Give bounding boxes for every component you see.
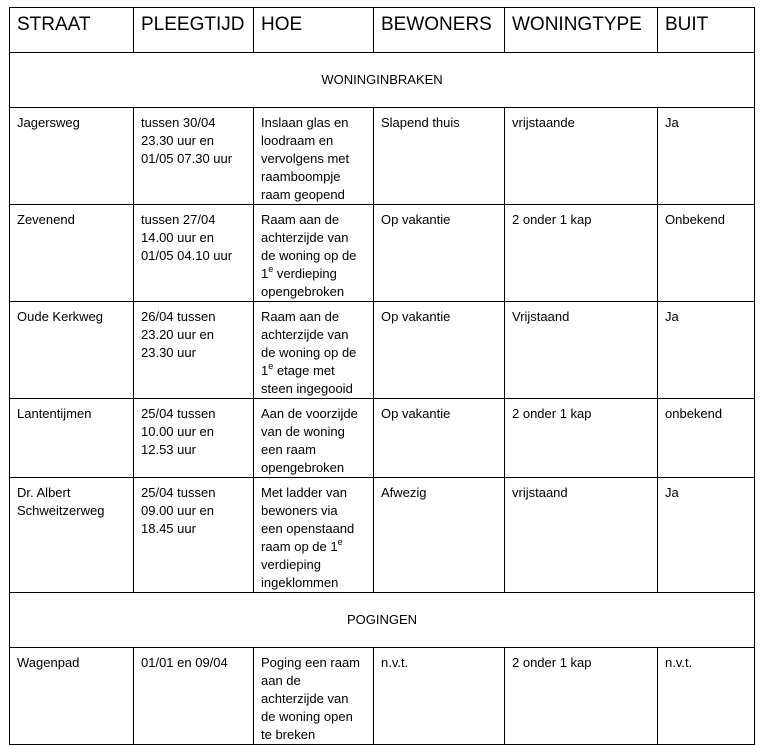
cell-line: Aan de voorzijde bbox=[261, 406, 358, 421]
table-row bbox=[10, 302, 755, 399]
cell-line: Zevenend bbox=[17, 212, 75, 227]
cell-line: achterzijde van bbox=[261, 230, 349, 245]
cell-woningtype: 2 onder 1 kap bbox=[505, 399, 658, 478]
cell-line: 23.30 uur en bbox=[141, 133, 215, 148]
cell-line-superscript bbox=[261, 362, 366, 380]
cell-bewoners: Op vakantie bbox=[374, 205, 505, 302]
cell-line: Poging een raam bbox=[261, 655, 361, 670]
cell-straat bbox=[10, 108, 134, 205]
cell-line: bewoners via bbox=[261, 503, 338, 518]
cell-line: 14.00 uur en bbox=[141, 230, 215, 245]
cell-line: Lantentijmen bbox=[17, 406, 92, 421]
header-row bbox=[10, 8, 755, 53]
cell-line: raam geopend bbox=[261, 187, 345, 202]
cell-line: 09.00 uur en bbox=[141, 503, 215, 518]
header-woningtype: WONINGTYPE bbox=[505, 8, 658, 53]
ordinal-tail: verdieping bbox=[273, 266, 337, 281]
header-pleegtijd: PLEEGTIJD bbox=[134, 8, 254, 53]
cell-line: van de woning bbox=[261, 424, 345, 439]
ordinal-number: 1 bbox=[261, 363, 269, 378]
cell-line: de woning op de bbox=[261, 345, 357, 360]
cell-line: Schweitzerweg bbox=[17, 503, 105, 518]
table-row bbox=[10, 205, 755, 302]
cell-line: tussen 30/04 bbox=[141, 115, 216, 130]
cell-line: loodraam en bbox=[261, 133, 334, 148]
cell-line: achterzijde van bbox=[261, 691, 349, 706]
cell-line: vervolgens met bbox=[261, 151, 350, 166]
ordinal-number: raam op de 1 bbox=[261, 539, 338, 554]
cell-straat bbox=[10, 302, 134, 399]
cell-line: raamboompje bbox=[261, 169, 341, 184]
header-straat: STRAAT bbox=[10, 8, 134, 53]
header-bewoners: BEWONERS bbox=[374, 8, 505, 53]
cell-hoe bbox=[254, 108, 374, 205]
cell-line: 26/04 tussen bbox=[141, 309, 216, 324]
cell-line: tussen 27/04 bbox=[141, 212, 216, 227]
cell-buit: Onbekend bbox=[658, 205, 755, 302]
cell-line: de woning open bbox=[261, 709, 353, 724]
cell-hoe bbox=[254, 205, 374, 302]
cell-pleegtijd bbox=[134, 108, 254, 205]
cell-bewoners: Op vakantie bbox=[374, 302, 505, 399]
cell-straat bbox=[10, 205, 134, 302]
cell-line: te breken bbox=[261, 727, 316, 742]
cell-pleegtijd bbox=[134, 399, 254, 478]
ordinal-suffix: e bbox=[337, 537, 343, 547]
cell-line: opengebroken bbox=[261, 284, 345, 299]
header-hoe: HOE bbox=[254, 8, 374, 53]
cell-line: opengebroken bbox=[261, 460, 345, 475]
cell-line: Dr. Albert bbox=[17, 485, 71, 500]
cell-line: Raam aan de bbox=[261, 309, 340, 324]
cell-woningtype: 2 onder 1 kap bbox=[505, 648, 658, 745]
cell-line: 01/05 04.10 uur bbox=[141, 248, 233, 263]
cell-line: Jagersweg bbox=[17, 115, 80, 130]
section-row-pogingen bbox=[10, 593, 755, 648]
table-row bbox=[10, 478, 755, 593]
cell-line: verdieping bbox=[261, 557, 321, 572]
cell-straat bbox=[10, 399, 134, 478]
ordinal-suffix: e bbox=[268, 361, 274, 371]
section-title-pogingen: POGINGEN bbox=[10, 593, 755, 648]
cell-line: 18.45 uur bbox=[141, 521, 196, 536]
cell-line: 10.00 uur en bbox=[141, 424, 215, 439]
cell-hoe bbox=[254, 648, 374, 745]
cell-straat bbox=[10, 648, 134, 745]
cell-line: 01/05 07.30 uur bbox=[141, 151, 233, 166]
cell-buit: Ja bbox=[658, 302, 755, 399]
cell-pleegtijd bbox=[134, 302, 254, 399]
section-row-inbraken bbox=[10, 53, 755, 108]
burglary-table bbox=[9, 7, 755, 745]
cell-line: de woning op de bbox=[261, 248, 357, 263]
cell-line: ingeklommen bbox=[261, 575, 339, 590]
cell-line: achterzijde van bbox=[261, 327, 349, 342]
cell-line: steen ingegooid bbox=[261, 381, 353, 396]
cell-line: Wagenpad bbox=[17, 655, 80, 670]
cell-bewoners: Slapend thuis bbox=[374, 108, 505, 205]
cell-pleegtijd bbox=[134, 478, 254, 593]
ordinal-number: 1 bbox=[261, 266, 269, 281]
header-buit: BUIT bbox=[658, 8, 755, 53]
cell-line: Met ladder van bbox=[261, 485, 347, 500]
ordinal-tail: etage met bbox=[273, 363, 335, 378]
cell-line-superscript bbox=[261, 538, 366, 556]
cell-hoe bbox=[254, 399, 374, 478]
cell-woningtype: vrijstaande bbox=[505, 108, 658, 205]
cell-line: Raam aan de bbox=[261, 212, 340, 227]
cell-line: 23.30 uur bbox=[141, 345, 196, 360]
table-row bbox=[10, 108, 755, 205]
cell-woningtype: vrijstaand bbox=[505, 478, 658, 593]
cell-pleegtijd bbox=[134, 648, 254, 745]
section-title-woninginbraken: WONINGINBRAKEN bbox=[10, 53, 755, 108]
cell-bewoners: Op vakantie bbox=[374, 399, 505, 478]
table-row bbox=[10, 648, 755, 745]
cell-hoe bbox=[254, 302, 374, 399]
cell-straat bbox=[10, 478, 134, 593]
cell-line: Oude Kerkweg bbox=[17, 309, 103, 324]
cell-buit: Ja bbox=[658, 108, 755, 205]
cell-pleegtijd bbox=[134, 205, 254, 302]
cell-hoe bbox=[254, 478, 374, 593]
cell-bewoners: Afwezig bbox=[374, 478, 505, 593]
cell-line: een raam bbox=[261, 442, 316, 457]
cell-line-superscript bbox=[261, 265, 366, 283]
cell-line: 25/04 tussen bbox=[141, 485, 216, 500]
cell-woningtype: 2 onder 1 kap bbox=[505, 205, 658, 302]
table-row bbox=[10, 399, 755, 478]
cell-line: 01/01 en 09/04 bbox=[141, 655, 228, 670]
cell-woningtype: Vrijstaand bbox=[505, 302, 658, 399]
cell-buit: n.v.t. bbox=[658, 648, 755, 745]
ordinal-suffix: e bbox=[268, 264, 274, 274]
cell-bewoners: n.v.t. bbox=[374, 648, 505, 745]
cell-line: aan de bbox=[261, 673, 301, 688]
cell-buit: Ja bbox=[658, 478, 755, 593]
cell-line: Inslaan glas en bbox=[261, 115, 349, 130]
cell-line: 12.53 uur bbox=[141, 442, 196, 457]
cell-line: 25/04 tussen bbox=[141, 406, 216, 421]
cell-buit: onbekend bbox=[658, 399, 755, 478]
cell-line: 23.20 uur en bbox=[141, 327, 215, 342]
cell-line: een openstaand bbox=[261, 521, 355, 536]
